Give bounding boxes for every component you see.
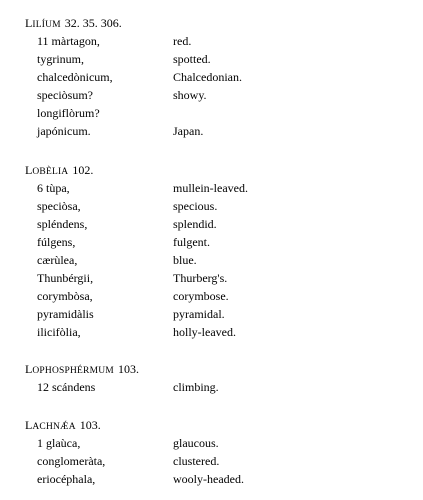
species-row — [0, 122, 423, 140]
species-name: 12 scándens — [37, 380, 96, 394]
species-meaning: Thurberg's. — [173, 271, 228, 285]
species-meaning: Chalcedonian. — [173, 70, 242, 84]
species-meaning: splendid. — [173, 217, 217, 231]
species-meaning: red. — [173, 34, 192, 48]
genus-heading — [25, 161, 93, 181]
species-row — [0, 251, 423, 269]
species-row — [0, 179, 423, 197]
species-row — [0, 104, 423, 122]
species-row — [0, 378, 423, 396]
genus-heading — [25, 14, 122, 34]
species-row — [0, 287, 423, 305]
species-name: chalcedònicum, — [37, 70, 113, 84]
species-name: eriocéphala, — [37, 472, 96, 486]
genus-name-rest: OPHOSPHÉRMUM — [32, 366, 114, 376]
species-meaning: climbing. — [173, 380, 219, 394]
species-name: cærùlea, — [37, 253, 78, 267]
species-name: spléndens, — [37, 217, 88, 231]
species-meaning: mullein-leaved. — [173, 181, 248, 195]
species-name: 6 tùpa, — [37, 181, 70, 195]
species-row — [0, 68, 423, 86]
genus-page-refs: 102. — [72, 163, 94, 177]
species-name: 11 màrtagon, — [37, 34, 100, 48]
species-row — [0, 233, 423, 251]
species-meaning: clustered. — [173, 454, 220, 468]
genus-page-refs: 32. 35. 306. — [64, 16, 122, 30]
species-name: pyramidàlis — [37, 307, 94, 321]
genus-name-rest: OBÈLIA — [32, 167, 69, 177]
species-meaning: corymbose. — [173, 289, 229, 303]
species-meaning: holly-leaved. — [173, 325, 236, 339]
species-name: tygrinum, — [37, 52, 84, 66]
genus-page-refs: 103. — [117, 362, 139, 376]
genus-page-refs: 103. — [79, 418, 101, 432]
species-name: Thunbérgii, — [37, 271, 94, 285]
species-row — [0, 323, 423, 341]
genus-initial: L — [25, 163, 33, 177]
species-name: japónicum. — [37, 124, 91, 138]
species-row — [0, 32, 423, 50]
species-row — [0, 197, 423, 215]
species-meaning: spotted. — [173, 52, 211, 66]
species-row — [0, 215, 423, 233]
species-row — [0, 269, 423, 287]
species-row — [0, 470, 423, 488]
species-name: conglomeràta, — [37, 454, 106, 468]
species-row — [0, 86, 423, 104]
species-row — [0, 305, 423, 323]
genus-heading — [25, 360, 139, 380]
species-meaning: blue. — [173, 253, 197, 267]
species-name: fúlgens, — [37, 235, 76, 249]
genus-initial: L — [25, 16, 33, 30]
genus-initial: L — [25, 362, 33, 376]
species-meaning: glaucous. — [173, 436, 219, 450]
species-row — [0, 452, 423, 470]
species-row — [0, 434, 423, 452]
genus-name-rest: ILÍUM — [32, 20, 61, 30]
species-name: corymbòsa, — [37, 289, 93, 303]
species-name: speciòsum? — [37, 88, 93, 102]
species-meaning: fulgent. — [173, 235, 210, 249]
species-meaning: Japan. — [173, 124, 204, 138]
species-name: longiflòrum? — [37, 106, 100, 120]
genus-heading — [25, 416, 101, 436]
species-name: ilicifòlia, — [37, 325, 81, 339]
species-meaning: specious. — [173, 199, 218, 213]
genus-name-rest: ACHNǼA — [32, 422, 76, 432]
species-meaning: showy. — [173, 88, 207, 102]
species-name: speciòsa, — [37, 199, 81, 213]
species-name: 1 glaùca, — [37, 436, 81, 450]
species-meaning: pyramidal. — [173, 307, 225, 321]
species-row — [0, 50, 423, 68]
species-meaning: wooly-headed. — [173, 472, 244, 486]
genus-initial: L — [25, 418, 33, 432]
